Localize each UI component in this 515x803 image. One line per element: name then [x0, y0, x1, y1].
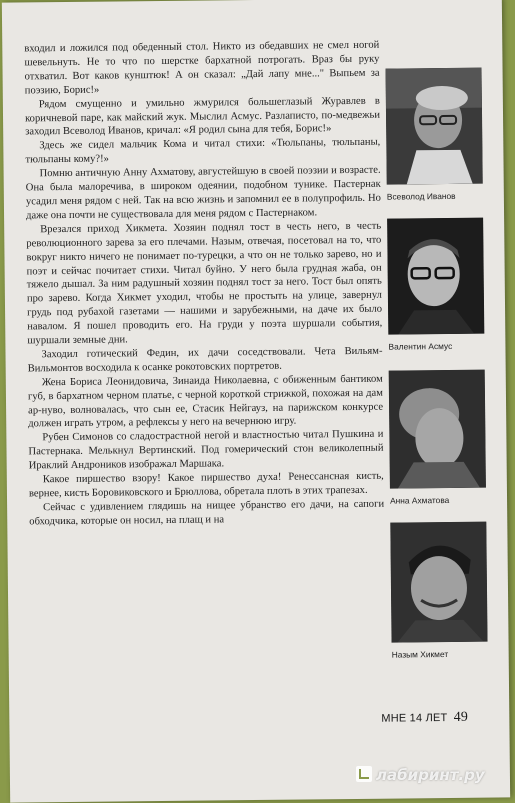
- paragraph-6: Заходил готический Федин, их дачи соседствовали. Чета Вильям-Вильмонтов восходила к осанке рокотовских портретов.: [27, 345, 383, 375]
- portrait-photo-hikmet: [390, 522, 487, 643]
- running-title: МНЕ 14 ЛЕТ: [381, 712, 448, 725]
- photo-block-asmus: [387, 218, 484, 352]
- portrait-photo-asmus: [387, 218, 484, 335]
- paragraph-4: Помню античную Анну Ахматову, августейшую в своей поэзии и возрасте. Она была малоречива, в широком одеянии, подобном тунике. Пастернак усадил меня рядом с ней. Так на всю жизнь и запомнил ее в полупрофиль. Но даже она почти не существовала для меня рядом с Пастернаком.: [25, 164, 381, 222]
- photo-block-ivanov: [386, 68, 483, 202]
- labirint-logo-icon: [356, 766, 372, 782]
- photo-caption: Валентин Асмус: [388, 340, 453, 352]
- page-footer: [381, 710, 468, 727]
- paragraph-9: Какое пиршество взору! Какое пиршество духа! Ренессансная кисть, вернее, кисть Боровиковского и Брюллова, обретала плоть в этих трапезах.: [28, 470, 384, 500]
- watermark: [356, 766, 485, 784]
- portrait-photo-akhmatova: [389, 370, 486, 489]
- book-page: [2, 0, 510, 803]
- photo-block-hikmet: [390, 522, 487, 660]
- paragraph-5: Врезался приход Хикмета. Хозяин поднял тост в честь него, в честь революционного зарева за его плечами. Назым, отвечая, посетовал на то, что вокруг никто ничего не понимает по-турецки, а что он не только зарево, но и поэт и сейчас почитает стихи. Читал буйно. У него была грудная жаба, он тяжело дышал. За ним радушный хозяин поднял тост за него. Тост был опять про зарево. Когда Хикмет уходил, чтобы не простыть на улице, завернул грудь под рубахой газетами — нашими и зарубежными, на даче их было навалом. Я пошел проводить его. На груди у поэта шуршали события, шуршали земные дни.: [26, 220, 383, 347]
- page-number: 49: [453, 709, 469, 725]
- portrait-photo-ivanov: [386, 68, 483, 185]
- paragraph-7: Жена Бориса Леонидовича, Зинаида Николаевна, с обиженным бантиком губ, в бархатном черном платье, с черной короткой стрижкой, похожая на дам ар-нуво, волновалась, что сын ее, Стасик Нейгауз, на парижском конкурсе должен играть утром, а рефлексы у него на вечернюю игру.: [27, 373, 384, 430]
- body-text: [24, 39, 384, 529]
- photo-caption: Назым Хикмет: [391, 649, 449, 660]
- photo-caption: Анна Ахматова: [390, 494, 450, 506]
- paragraph-1: входил и ложился под обеденный стол. Никто из обедавших не смел ногой шевельнуть. Не то что по шерстке бархатной потрогать. Враз бы руку отхватил. Вот каков кунштюк! А он сказал: „Дай лапу мне..." Выпьем за поэзию, Борис!»: [24, 39, 380, 97]
- paragraph-8: Рубен Симонов со сладострастной негой и властностью читал Пушкина и Пастернака. Мелькнул Вертинский. Под гомерический стон великолепный Ираклий Андроников изображал Маршака.: [28, 429, 384, 472]
- watermark-text: лабиринт.ру: [376, 766, 485, 784]
- paragraph-2: Рядом смущенно и умильно жмурился большеглазый Журавлев в коричневой паре, как майский жук. Мыслил Асмус. Разлаписто, по-медвежьи заходил Всеволод Иванов, кричал: «Я родил сына для тебя, Борис!»: [24, 95, 381, 138]
- photo-block-akhmatova: [389, 370, 486, 506]
- photo-caption: Всеволод Иванов: [386, 190, 456, 202]
- paragraph-10: Сейчас с удивлением глядишь на нищее убранство его дачи, на сапоги обходчика, которые он носил, на плащ и на: [29, 498, 385, 528]
- paragraph-3: Здесь же сидел мальчик Кома и читал стихи: «Тюльпаны, тюльпаны, тюльпаны кому?!»: [25, 137, 381, 166]
